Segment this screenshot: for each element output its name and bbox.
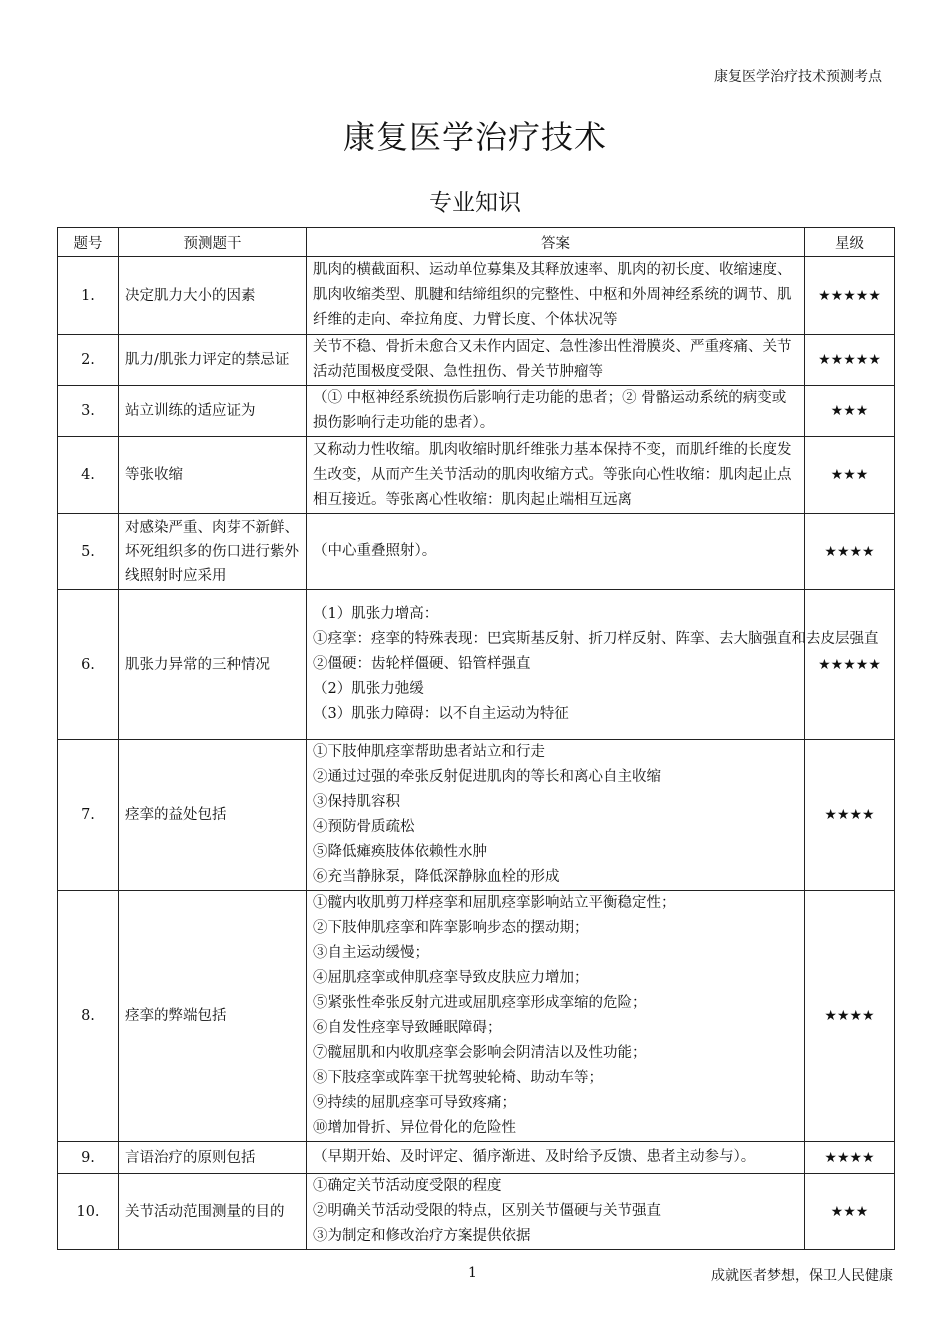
row-number: 6. xyxy=(58,590,119,740)
answer-line: ④预防骨质疏松 xyxy=(313,819,415,835)
row-question: 对感染严重、肉芽不新鲜、坏死组织多的伤口进行紫外线照射时应采用 xyxy=(119,514,307,590)
answer-line: ⑥自发性痉挛导致睡眠障碍； xyxy=(313,1020,502,1036)
star-rating: ★★★★★ xyxy=(805,590,895,740)
answer-line: ②僵硬：齿轮样僵硬、铅管样强直 xyxy=(313,656,531,672)
answer-line: ⑦髋屈肌和内收肌痉挛会影响会阴清洁以及性功能； xyxy=(313,1045,647,1061)
answer-line: ⑩增加骨折、异位骨化的危险性 xyxy=(313,1120,516,1136)
answer-line: （早期开始、及时评定、循序渐进、及时给予反馈、患者主动参与）。 xyxy=(313,1149,756,1165)
star-rating: ★★★★ xyxy=(805,891,895,1142)
answer-line: ③自主运动缓慢； xyxy=(313,945,429,961)
row-answer xyxy=(307,257,805,335)
answer-line: ⑨持续的屈肌痉挛可导致疼痛； xyxy=(313,1095,516,1111)
answer-line: （1）肌张力增高： xyxy=(313,606,439,622)
answer-line: ①痉挛：痉挛的特殊表现：巴宾斯基反射、折刀样反射、阵挛、去大脑强直和去皮层强直 xyxy=(313,631,879,647)
row-number: 10. xyxy=(58,1174,119,1250)
page-title: 康复医学治疗技术 xyxy=(342,118,607,156)
answer-line: ②明确关节活动受限的特点，区别关节僵硬与关节强直 xyxy=(313,1203,661,1219)
answer-line: ③保持肌容积 xyxy=(313,794,400,810)
table-header-row xyxy=(58,228,895,257)
answer-line: ③为制定和修改治疗方案提供依据 xyxy=(313,1228,531,1244)
star-rating: ★★★★ xyxy=(805,1142,895,1174)
row-number: 8. xyxy=(58,891,119,1142)
row-answer xyxy=(307,891,805,1142)
answer-line: （① 中枢神经系统损伤后影响行走功能的患者；② 骨骼运动系统的病变或损伤影响行走功能的患者）。 xyxy=(313,390,787,431)
row-number: 9. xyxy=(58,1142,119,1174)
star-rating: ★★★ xyxy=(805,437,895,514)
star-rating: ★★★★★ xyxy=(805,257,895,335)
header-note: 康复医学治疗技术预测考点 xyxy=(714,69,882,85)
row-question: 言语治疗的原则包括 xyxy=(119,1142,307,1174)
answer-line: 肌肉的横截面积、运动单位募集及其释放速率、肌肉的初长度、收缩速度、肌肉收缩类型、肌腱和结缔组织的完整性、中枢和外周神经系统的调节、肌纤维的走向、牵拉角度、力臂长度、个体状况等 xyxy=(313,262,792,328)
row-question: 决定肌力大小的因素 xyxy=(119,257,307,335)
row-answer xyxy=(307,437,805,514)
answer-line: （2）肌张力弛缓 xyxy=(313,681,424,697)
table-row xyxy=(58,437,895,514)
answer-line: （3）肌张力障碍：以不自主运动为特征 xyxy=(313,706,569,722)
row-answer xyxy=(307,514,805,590)
row-question: 等张收缩 xyxy=(119,437,307,514)
row-answer xyxy=(307,740,805,891)
answer-line: ⑤降低瘫痪肢体依赖性水肿 xyxy=(313,844,487,860)
star-rating: ★★★ xyxy=(805,1174,895,1250)
answer-line: ②通过过强的牵张反射促进肌肉的等长和离心自主收缩 xyxy=(313,769,661,785)
row-question: 痉挛的弊端包括 xyxy=(119,891,307,1142)
answer-line: ①确定关节活动度受限的程度 xyxy=(313,1178,502,1194)
answer-line: ⑤紧张性牵张反射亢进或屈肌痉挛形成挛缩的危险； xyxy=(313,995,647,1011)
answer-line: （中心重叠照射）。 xyxy=(313,543,437,559)
row-question: 肌张力异常的三种情况 xyxy=(119,590,307,740)
row-question: 关节活动范围测量的目的 xyxy=(119,1174,307,1250)
col-header-stars: 星级 xyxy=(805,228,895,257)
answer-line: ①下肢伸肌痉挛帮助患者站立和行走 xyxy=(313,744,545,760)
table-row xyxy=(58,1174,895,1250)
answer-line: ④屈肌痉挛或伸肌痉挛导致皮肤应力增加； xyxy=(313,970,589,986)
col-header-number: 题号 xyxy=(58,228,119,257)
answer-line: ⑧下肢痉挛或阵挛干扰驾驶轮椅、助动车等； xyxy=(313,1070,603,1086)
row-answer xyxy=(307,335,805,386)
row-question: 站立训练的适应证为 xyxy=(119,386,307,437)
row-question: 痉挛的益处包括 xyxy=(119,740,307,891)
table-row xyxy=(58,891,895,1142)
star-rating: ★★★★★ xyxy=(805,335,895,386)
answer-line: 又称动力性收缩。肌肉收缩时肌纤维张力基本保持不变，而肌纤维的长度发生改变，从而产生关节活动的肌肉收缩方式。等张向心性收缩：肌肉起止点相互接近。等张离心性收缩：肌肉起止端相互远离 xyxy=(313,441,792,508)
table-row xyxy=(58,740,895,891)
table-row xyxy=(58,1142,895,1174)
table-row xyxy=(58,514,895,590)
table-row xyxy=(58,335,895,386)
table-row xyxy=(58,386,895,437)
col-header-answer: 答案 xyxy=(307,228,805,257)
answer-line: 关节不稳、骨折未愈合又未作内固定、急性渗出性滑膜炎、严重疼痛、关节活动范围极度受限、急性扭伤、骨关节肿瘤等 xyxy=(313,339,792,380)
qa-table xyxy=(57,227,895,1250)
row-number: 1. xyxy=(58,257,119,335)
row-number: 7. xyxy=(58,740,119,891)
star-rating: ★★★ xyxy=(805,386,895,437)
col-header-question: 预测题干 xyxy=(119,228,307,257)
answer-line: ⑥充当静脉泵，降低深静脉血栓的形成 xyxy=(313,869,560,885)
table-row xyxy=(58,257,895,335)
row-answer xyxy=(307,386,805,437)
answer-line: ①髋内收肌剪刀样痉挛和屈肌痉挛影响站立平衡稳定性； xyxy=(313,895,676,911)
row-number: 4. xyxy=(58,437,119,514)
table-row xyxy=(58,590,895,740)
row-answer xyxy=(307,1142,805,1174)
row-number: 3. xyxy=(58,386,119,437)
page-number: 1 xyxy=(468,1265,477,1281)
star-rating: ★★★★ xyxy=(805,740,895,891)
star-rating: ★★★★ xyxy=(805,514,895,590)
row-answer xyxy=(307,590,879,740)
row-answer xyxy=(307,1174,805,1250)
row-number: 5. xyxy=(58,514,119,590)
row-question: 肌力/肌张力评定的禁忌证 xyxy=(119,335,307,386)
page-subtitle: 专业知识 xyxy=(429,190,521,216)
row-number: 2. xyxy=(58,335,119,386)
answer-line: ②下肢伸肌痉挛和阵挛影响步态的摆动期； xyxy=(313,920,589,936)
footer-slogan: 成就医者梦想，保卫人民健康 xyxy=(711,1268,893,1284)
